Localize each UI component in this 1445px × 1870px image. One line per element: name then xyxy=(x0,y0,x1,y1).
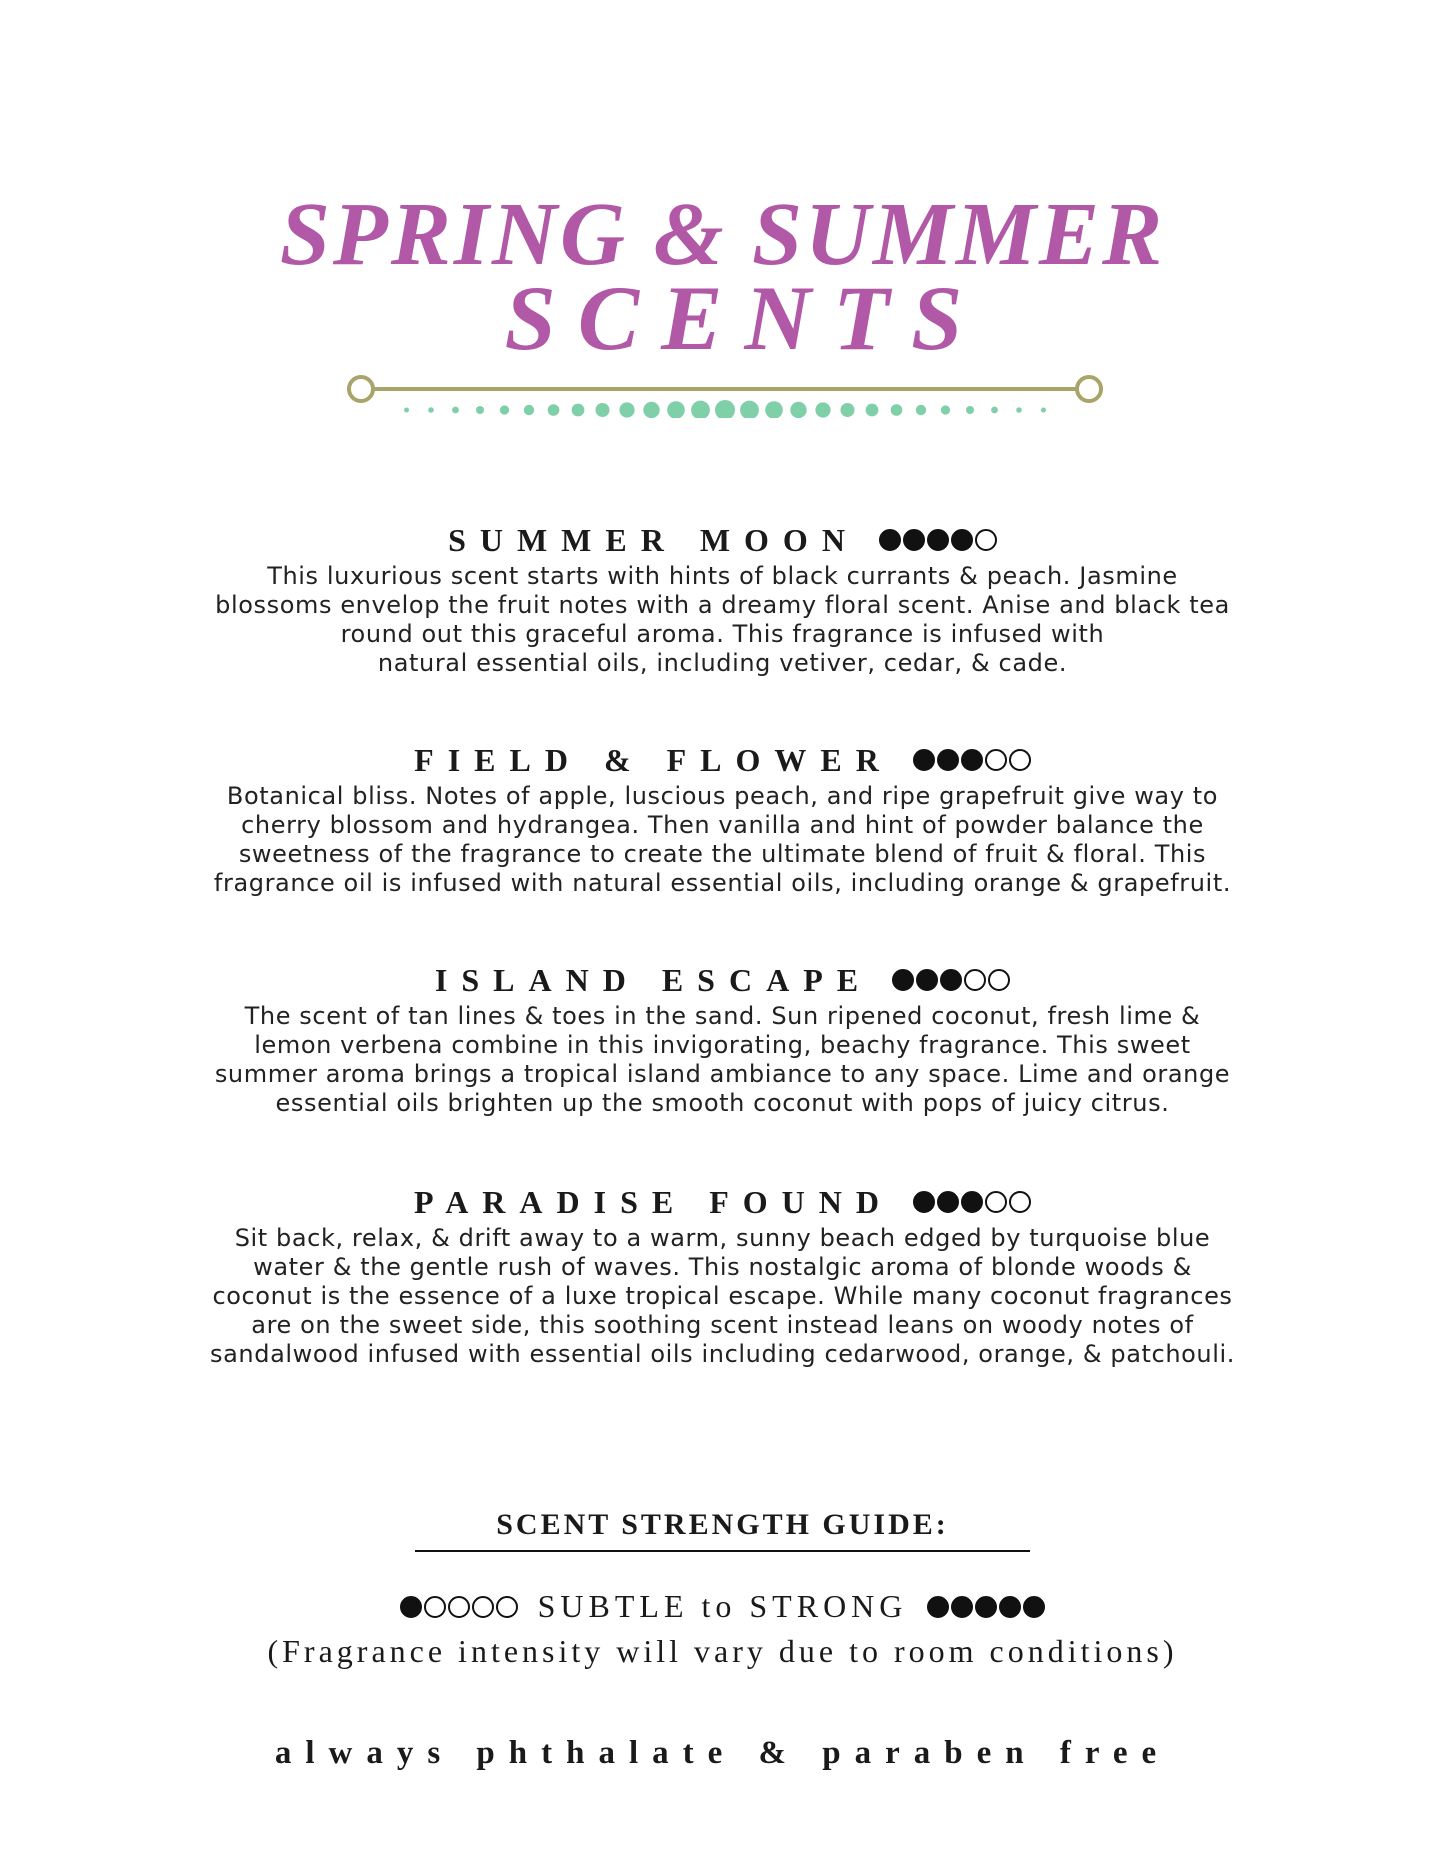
scent-name: SUMMER MOON xyxy=(448,521,859,558)
filled-dot-icon xyxy=(903,529,925,551)
divider-dot-icon xyxy=(691,401,710,418)
divider-dot-icon xyxy=(667,401,685,418)
filled-dot-icon xyxy=(913,1191,935,1213)
strength-rating xyxy=(879,529,997,551)
strength-rating xyxy=(913,1191,1031,1213)
divider-dot-icon xyxy=(596,403,610,417)
divider-dot-icon xyxy=(643,402,659,418)
divider-dot-icon xyxy=(1041,408,1046,413)
filled-dot-icon xyxy=(913,749,935,771)
subtle-rating xyxy=(400,1596,518,1618)
divider-end-right-icon xyxy=(1077,377,1101,401)
divider-dot-icon xyxy=(891,404,903,416)
divider-end-left-icon xyxy=(349,377,373,401)
filled-dot-icon xyxy=(937,749,959,771)
scent-summer-moon xyxy=(150,520,1295,678)
divider-dot-icon xyxy=(740,401,759,418)
filled-dot-icon xyxy=(937,1191,959,1213)
filled-dot-icon xyxy=(961,1191,983,1213)
empty-dot-icon xyxy=(1009,749,1031,771)
filled-dot-icon xyxy=(400,1596,422,1618)
empty-dot-icon xyxy=(985,749,1007,771)
strength-rating xyxy=(913,749,1031,771)
scent-description: Botanical bliss. Notes of apple, luscious peach, and ripe grapefruit give way to cherry blossom and hydrangea. Then vanilla and hint of powder balance the sweetness of the fragrance to create the ultimate blend of fruit & floral. This fragrance oil is infused with natural essential oils, including orange & grapefruit. xyxy=(213,782,1232,897)
filled-dot-icon xyxy=(999,1596,1021,1618)
divider-dot-icon xyxy=(991,407,998,414)
scent-field-flower xyxy=(150,740,1295,898)
filled-dot-icon xyxy=(975,1596,997,1618)
filled-dot-icon xyxy=(951,1596,973,1618)
scent-paradise-found xyxy=(150,1182,1295,1369)
divider-dot-icon xyxy=(524,405,534,415)
filled-dot-icon xyxy=(916,969,938,991)
filled-dot-icon xyxy=(879,529,901,551)
divider-dot-icon xyxy=(572,404,585,417)
empty-dot-icon xyxy=(424,1596,446,1618)
filled-dot-icon xyxy=(927,529,949,551)
scent-description: Sit back, relax, & drift away to a warm, sunny beach edged by turquoise blue water & the gentle rush of waves. This nostalgic aroma of blonde woods & coconut is the essence of a luxe tropical escape. While many coconut fragrances are on the sweet side, this soothing scent instead leans on woody notes of sandalwood infused with essential oils including cedarwood, orange, & patchouli. xyxy=(210,1224,1235,1368)
decorative-divider xyxy=(345,368,1105,418)
scent-name: FIELD & FLOWER xyxy=(414,741,893,778)
scent-description: This luxurious scent starts with hints of black currants & peach. Jasmine blossoms envelop the fruit notes with a dreamy floral scent. Anise and black tea round out this graceful aroma. This fragrance is infused with natural essential oils, including vetiver, cedar, & cade. xyxy=(215,562,1230,677)
strong-rating xyxy=(927,1596,1045,1618)
tagline: always phthalate & paraben free xyxy=(274,1735,1171,1771)
filled-dot-icon xyxy=(961,749,983,771)
filled-dot-icon xyxy=(892,969,914,991)
divider-dot-icon xyxy=(765,401,783,418)
divider-dot-icon xyxy=(715,400,735,418)
empty-dot-icon xyxy=(1009,1191,1031,1213)
divider-dot-icon xyxy=(476,406,484,414)
divider-dot-icon xyxy=(916,405,926,415)
divider-dot-icon xyxy=(500,405,509,414)
scent-description: The scent of tan lines & toes in the sand. Sun ripened coconut, fresh lime & lemon verbena combine in this invigorating, beachy fragrance. This sweet summer aroma brings a tropical island ambiance to any space. Lime and orange essential oils brighten up the smooth coconut with pops of juicy citrus. xyxy=(214,1002,1231,1117)
scent-island-escape xyxy=(150,960,1295,1118)
empty-dot-icon xyxy=(975,529,997,551)
strength-guide-scale xyxy=(0,1588,1445,1625)
empty-dot-icon xyxy=(448,1596,470,1618)
divider-dot-icon xyxy=(404,408,409,413)
divider-dot-icon xyxy=(619,402,634,417)
strength-guide-heading: SCENT STRENGTH GUIDE: xyxy=(415,1508,1030,1552)
divider-dot-icon xyxy=(1016,407,1022,413)
divider-dot-icon xyxy=(452,407,459,414)
scent-name: ISLAND ESCAPE xyxy=(434,961,873,998)
empty-dot-icon xyxy=(472,1596,494,1618)
divider-dot-icon xyxy=(941,405,950,414)
filled-dot-icon xyxy=(1023,1596,1045,1618)
page-title-line1: SPRING & SUMMER xyxy=(279,185,1166,284)
scent-name: PARADISE FOUND xyxy=(414,1183,893,1220)
empty-dot-icon xyxy=(964,969,986,991)
divider-dot-icon xyxy=(841,403,855,417)
divider-dot-icon xyxy=(815,402,830,417)
filled-dot-icon xyxy=(951,529,973,551)
divider-dot-icon xyxy=(548,404,560,416)
filled-dot-icon xyxy=(927,1596,949,1618)
empty-dot-icon xyxy=(988,969,1010,991)
empty-dot-icon xyxy=(496,1596,518,1618)
strength-guide-note: (Fragrance intensity will vary due to room conditions) xyxy=(267,1633,1178,1669)
divider-dot-icon xyxy=(966,406,974,414)
page-title-line2: SCENTS xyxy=(504,267,985,369)
divider-dot-icon xyxy=(428,407,434,413)
strength-rating xyxy=(892,969,1010,991)
divider-dot-icon xyxy=(866,404,879,417)
empty-dot-icon xyxy=(985,1191,1007,1213)
divider-dot-icon xyxy=(790,402,806,418)
strength-scale-label: SUBTLE to STRONG xyxy=(537,1588,908,1624)
filled-dot-icon xyxy=(940,969,962,991)
